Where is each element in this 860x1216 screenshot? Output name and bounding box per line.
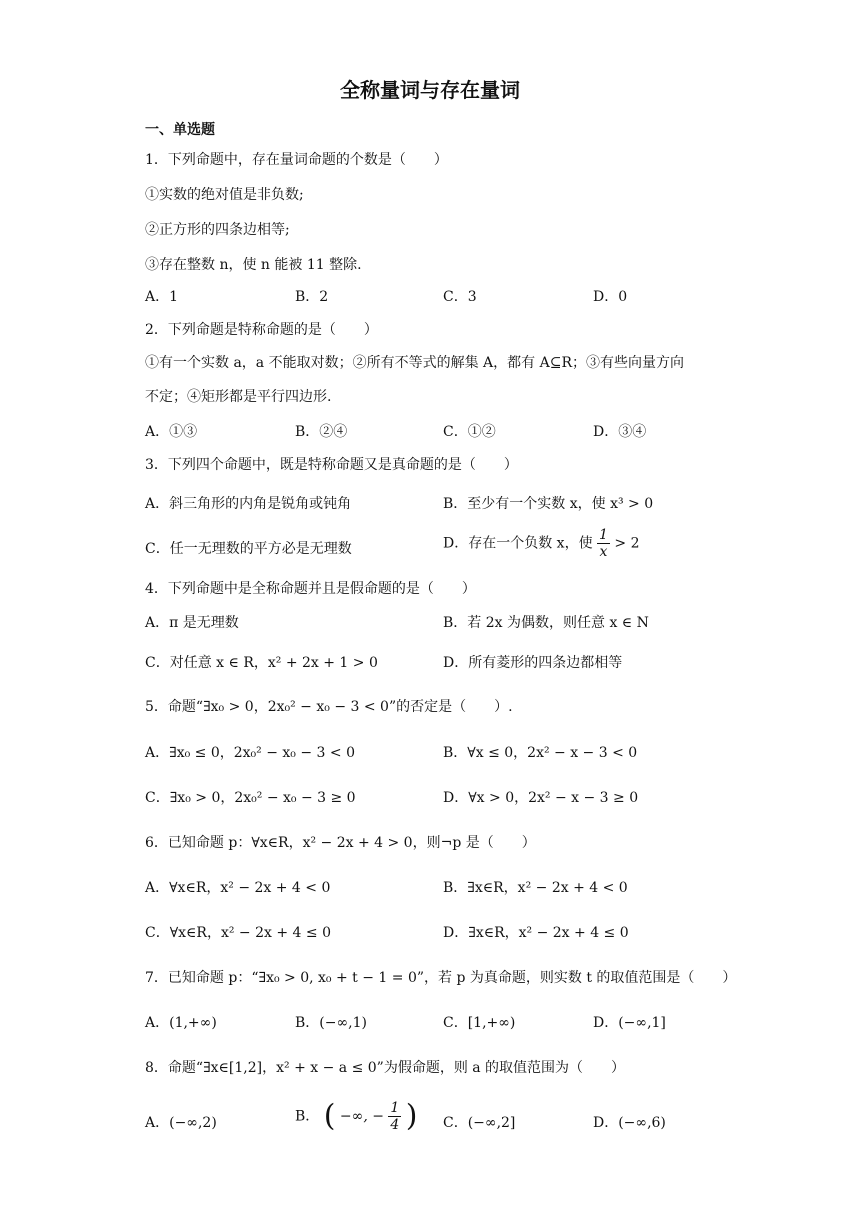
right-paren: ) xyxy=(405,1098,418,1134)
q8-option-b-fraction xyxy=(388,1100,401,1133)
q5-stem: 5．命题“∃x₀ > 0，2x₀² − x₀ − 3 < 0”的否定是（ ）. xyxy=(145,699,513,715)
q3-option-d[interactable] xyxy=(443,527,640,560)
q7-option-c[interactable]: C．[1,+∞) xyxy=(443,1015,516,1031)
q5-option-d[interactable]: D．∀x > 0，2x² − x − 3 ≥ 0 xyxy=(443,790,639,806)
q4-option-b[interactable]: B．若 2x 为偶数，则任意 x ∈ N xyxy=(443,615,649,631)
fraction-numerator: 1 xyxy=(599,527,608,543)
q3-option-d-suffix: > 2 xyxy=(614,535,640,552)
q2-statements-line-2: 不定；④矩形都是平行四边形. xyxy=(145,389,332,405)
q2-stem: 2．下列命题是特称命题的是（ ） xyxy=(145,322,378,338)
left-paren: ( xyxy=(323,1098,336,1134)
q7-option-a[interactable]: A．(1,+∞) xyxy=(145,1015,217,1031)
q1-option-b[interactable]: B．2 xyxy=(295,289,329,305)
q6-option-c[interactable]: C．∀x∈R，x² − 2x + 4 ≤ 0 xyxy=(145,925,331,941)
q7-stem: 7．已知命题 p：“∃x₀ > 0, x₀ + t − 1 = 0”，若 p 为真命题，则实数 t 的取值范围是（ ） xyxy=(145,970,737,986)
q2-option-b[interactable]: B．②④ xyxy=(295,424,348,440)
q4-option-a[interactable]: A．π 是无理数 xyxy=(145,615,239,631)
q7-option-d[interactable]: D．(−∞,1] xyxy=(593,1015,666,1031)
q6-option-b[interactable]: B．∃x∈R，x² − 2x + 4 < 0 xyxy=(443,880,628,896)
q1-option-a[interactable]: A．1 xyxy=(145,289,179,305)
q8-option-b[interactable] xyxy=(295,1100,418,1133)
q6-option-d[interactable]: D．∃x∈R，x² − 2x + 4 ≤ 0 xyxy=(443,925,629,941)
q8-option-b-interval-left: −∞, − xyxy=(339,1108,384,1125)
q1-statement-2: ②正方形的四条边相等; xyxy=(145,222,290,238)
q2-statements-line-1: ①有一个实数 a，a 不能取对数；②所有不等式的解集 A，都有 A⊆R；③有些向量方向 xyxy=(145,355,684,371)
fraction-denominator: x xyxy=(599,544,608,560)
q5-option-b[interactable]: B．∀x ≤ 0，2x² − x − 3 < 0 xyxy=(443,745,638,761)
q1-option-d[interactable]: D．0 xyxy=(593,289,628,305)
q4-option-d[interactable]: D．所有菱形的四条边都相等 xyxy=(443,655,623,671)
q6-stem: 6．已知命题 p：∀x∈R，x² − 2x + 4 > 0，则¬p 是（ ） xyxy=(145,835,536,851)
fraction-denominator: 4 xyxy=(390,1117,400,1133)
fraction-numerator: 1 xyxy=(390,1100,400,1116)
q3-option-d-fraction xyxy=(597,527,610,560)
q4-stem: 4．下列命题中是全称命题并且是假命题的是（ ） xyxy=(145,581,476,597)
q1-option-c[interactable]: C．3 xyxy=(443,289,477,305)
q5-option-a[interactable]: A．∃x₀ ≤ 0，2x₀² − x₀ − 3 < 0 xyxy=(145,745,355,761)
q8-option-b-prefix: B． xyxy=(295,1108,320,1125)
q1-stem: 1．下列命题中，存在量词命题的个数是（ ） xyxy=(145,152,448,168)
q1-statement-1: ①实数的绝对值是非负数; xyxy=(145,187,304,203)
q3-option-b[interactable]: B．至少有一个实数 x，使 x³ > 0 xyxy=(443,496,654,512)
q3-option-c[interactable]: C．任一无理数的平方必是无理数 xyxy=(145,541,352,557)
q8-option-c[interactable]: C．(−∞,2] xyxy=(443,1115,516,1131)
q3-option-d-prefix: D．存在一个负数 x，使 xyxy=(443,535,593,552)
q2-option-d[interactable]: D．③④ xyxy=(593,424,647,440)
q4-option-c[interactable]: C．对任意 x ∈ R，x² + 2x + 1 > 0 xyxy=(145,655,378,671)
q3-stem: 3．下列四个命题中，既是特称命题又是真命题的是（ ） xyxy=(145,457,518,473)
q6-option-a[interactable]: A．∀x∈R，x² − 2x + 4 < 0 xyxy=(145,880,331,896)
q5-option-c[interactable]: C．∃x₀ > 0，2x₀² − x₀ − 3 ≥ 0 xyxy=(145,790,356,806)
q3-option-a[interactable]: A．斜三角形的内角是锐角或钝角 xyxy=(145,496,352,512)
page-title: 全称量词与存在量词 xyxy=(340,78,520,102)
q8-option-d[interactable]: D．(−∞,6) xyxy=(593,1115,666,1131)
q8-stem: 8．命题“∃x∈[1,2]，x² + x − a ≤ 0”为假命题，则 a 的取值范围为（ ） xyxy=(145,1060,626,1076)
q1-statement-3: ③存在整数 n，使 n 能被 11 整除. xyxy=(145,257,362,273)
q8-option-a[interactable]: A．(−∞,2) xyxy=(145,1115,217,1131)
q2-option-a[interactable]: A．①③ xyxy=(145,424,198,440)
section-heading: 一、单选题 xyxy=(145,122,215,138)
q7-option-b[interactable]: B．(−∞,1) xyxy=(295,1015,367,1031)
q2-option-c[interactable]: C．①② xyxy=(443,424,496,440)
